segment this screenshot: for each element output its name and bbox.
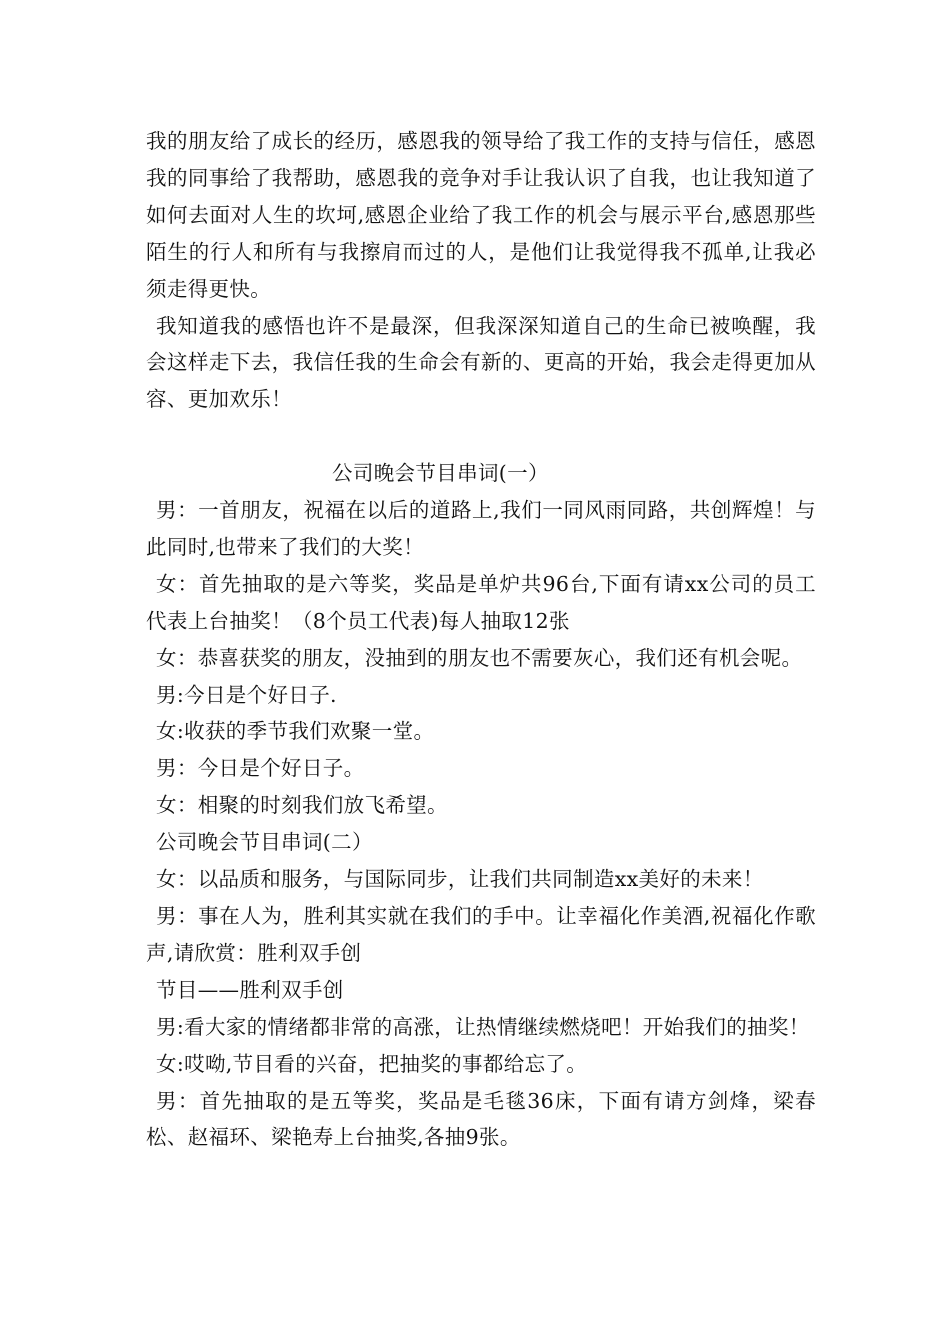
- dialogue-line: 男：今日是个好日子。: [156, 756, 365, 781]
- dialogue-line: 男：事在人为，胜利其实就在我们的手中。让幸福化作美酒,祝福化作歌声,请欣赏：胜利双手创: [146, 904, 816, 965]
- dialogue-line: 男：一首朋友，祝福在以后的道路上,我们一同风雨同路，共创辉煌！与此同时,也带来了我们的大奖！: [146, 498, 816, 559]
- subsection-title: 公司晚会节目串词(二）: [156, 830, 373, 855]
- dialogue-line: 女：首先抽取的是六等奖，奖品是单炉共96台,下面有请xx公司的员工代表上台抽奖！（8个员工代表)每人抽取12张: [146, 571, 816, 633]
- dialogue-line: 男:今日是个好日子.: [156, 682, 337, 707]
- paragraph-awakening: 我知道我的感悟也许不是最深，但我深深知道自己的生命已被唤醒，我会这样走下去，我信任我的生命会有新的、更高的开始，我会走得更加从容、更加欢乐！: [146, 313, 816, 412]
- dialogue-line: 女:哎呦,节目看的兴奋，把抽奖的事都给忘了。: [156, 1051, 588, 1076]
- paragraph-gratitude: 我的朋友给了成长的经历，感恩我的领导给了我工作的支持与信任，感恩我的同事给了我帮助，感恩我的竞争对手让我认识了自我，也让我知道了如何去面对人生的坎坷,感恩企业给了我工作的机会与展示平台,感恩那些陌生的行人和所有与我擦肩而过的人，是他们让我觉得我不孤单,让我必须走得更快。: [146, 129, 816, 301]
- section-title: 公司晚会节目串词(一）: [332, 461, 549, 486]
- dialogue-line: 女:收获的季节我们欢聚一堂。: [156, 719, 435, 744]
- document-body: [146, 123, 816, 1156]
- program-title: 节目——胜利双手创: [156, 977, 344, 1002]
- dialogue-line: 女：以品质和服务，与国际同步，让我们共同制造xx美好的未来！: [156, 867, 764, 892]
- blank-line: [146, 418, 816, 455]
- dialogue-line: 女：相聚的时刻我们放飞希望。: [156, 793, 448, 818]
- dialogue-line: 男：首先抽取的是五等奖，奖品是毛毯36床，下面有请方剑烽，梁春松、赵福环、梁艳寿上台抽奖,各抽9张。: [146, 1088, 816, 1150]
- dialogue-line: 女：恭喜获奖的朋友，没抽到的朋友也不需要灰心，我们还有机会呢。: [156, 645, 803, 670]
- dialogue-line: 男:看大家的情绪都非常的高涨，让热情继续燃烧吧！开始我们的抽奖！: [156, 1014, 810, 1039]
